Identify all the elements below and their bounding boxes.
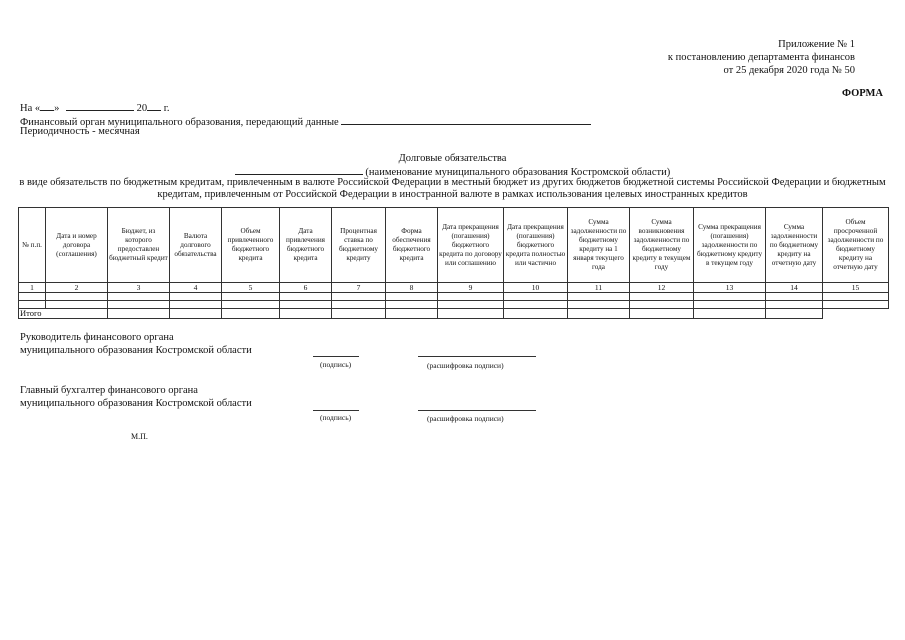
table-cell[interactable] [332, 301, 386, 309]
periodicity: Периодичность - месячная [20, 126, 140, 137]
head-title-line-1: Руководитель финансового органа [20, 332, 174, 343]
table-header-row [19, 208, 889, 283]
head-decode-field[interactable] [418, 355, 536, 357]
column-header: № п.п. [19, 208, 46, 283]
table-cell[interactable] [766, 309, 823, 319]
column-number: 14 [766, 283, 823, 293]
column-number: 3 [108, 283, 170, 293]
table-cell[interactable] [504, 309, 568, 319]
date-prefix: На « [20, 103, 41, 114]
column-header: Объем привлеченного бюджетного кредита [222, 208, 280, 283]
table-cell[interactable] [170, 301, 222, 309]
table-cell[interactable] [630, 309, 694, 319]
table-cell[interactable] [504, 293, 568, 301]
table-cell[interactable] [386, 309, 438, 319]
column-number: 2 [46, 283, 108, 293]
column-number: 13 [694, 283, 766, 293]
year-suffix: г. [163, 103, 170, 114]
table-cell[interactable] [386, 293, 438, 301]
column-header: Форма обеспечения бюджетного кредита [386, 208, 438, 283]
table-cell[interactable] [222, 293, 280, 301]
table-cell[interactable] [823, 301, 889, 309]
table-cell[interactable] [504, 301, 568, 309]
table-cell[interactable] [823, 293, 889, 301]
column-header: Валюта долгового обязательства [170, 208, 222, 283]
municipality-caption: (наименование муниципального образования Костромской области) [365, 167, 671, 178]
column-number: 6 [280, 283, 332, 293]
column-header: Сумма прекращения (погашения) задолженности по бюджетному кредиту в текущем году [694, 208, 766, 283]
appendix-line-1: Приложение № 1 [778, 39, 855, 50]
column-number: 4 [170, 283, 222, 293]
column-header: Дата привлечения бюджетного кредита [280, 208, 332, 283]
table-cell[interactable] [108, 293, 170, 301]
appendix-block [668, 38, 855, 77]
column-header: Сумма задолженности по бюджетному кредиту на 1 января текущего года [568, 208, 630, 283]
table-cell[interactable] [108, 309, 170, 319]
column-header: Сумма задолженности по бюджетному кредиту на отчетную дату [766, 208, 823, 283]
column-header: Бюджет, из которого предоставлен бюджетный кредит [108, 208, 170, 283]
column-header: Процентная ставка по бюджетному кредиту [332, 208, 386, 283]
table-row [19, 293, 889, 301]
column-number: 7 [332, 283, 386, 293]
head-signature-title [20, 331, 252, 357]
accountant-sign-caption: (подпись) [320, 413, 352, 422]
appendix-line-3: от 25 декабря 2020 года № 50 [723, 65, 855, 76]
table-cell[interactable] [280, 293, 332, 301]
table-cell[interactable] [46, 293, 108, 301]
column-number: 15 [823, 283, 889, 293]
table-cell[interactable] [568, 309, 630, 319]
date-quote-close: » [54, 103, 60, 114]
column-number: 1 [19, 283, 46, 293]
table-cell[interactable] [766, 301, 823, 309]
column-number: 5 [222, 283, 280, 293]
head-decode-caption: (расшифровка подписи) [427, 361, 504, 370]
date-line [20, 100, 170, 114]
column-number: 9 [438, 283, 504, 293]
column-header: Дата и номер договора (соглашения) [46, 208, 108, 283]
column-number: 12 [630, 283, 694, 293]
table-cell[interactable] [386, 301, 438, 309]
table-cell[interactable] [438, 293, 504, 301]
column-header: Сумма возникновения задолженности по бюджетному кредиту в текущем году [630, 208, 694, 283]
accountant-signature-field[interactable] [313, 409, 359, 411]
day-field[interactable] [40, 100, 54, 111]
column-header: Дата прекращения (погашения) бюджетного кредита по договору или соглашению [438, 208, 504, 283]
table-cell[interactable] [630, 301, 694, 309]
head-sign-caption: (подпись) [320, 360, 352, 369]
table-cell[interactable] [332, 309, 386, 319]
table-cell[interactable] [46, 301, 108, 309]
column-number-row [19, 283, 889, 293]
debt-table [18, 207, 889, 319]
column-header: Объем просроченной задолженности по бюджетному кредиту на отчетную дату [823, 208, 889, 283]
table-cell[interactable] [694, 293, 766, 301]
table-cell[interactable] [280, 309, 332, 319]
table-cell[interactable] [766, 293, 823, 301]
table-cell[interactable] [568, 301, 630, 309]
table-cell[interactable] [438, 301, 504, 309]
table-cell[interactable] [438, 309, 504, 319]
column-number: 8 [386, 283, 438, 293]
table-cell[interactable] [280, 301, 332, 309]
municipality-field[interactable] [235, 165, 363, 175]
form-label: ФОРМА [841, 88, 883, 99]
appendix-line-2: к постановлению департамента финансов [667, 52, 855, 63]
fin-organ-field[interactable] [341, 114, 591, 125]
doc-subtitle-1: в виде обязательств по бюджетным кредитам, привлеченным в валюте Российской Федерации в местный бюджет из других бюджетов бюджетной системы Российской Федерации и бюджетным [19, 177, 886, 188]
table-cell[interactable] [222, 309, 280, 319]
head-signature-field[interactable] [313, 355, 359, 357]
table-cell[interactable] [332, 293, 386, 301]
table-cell[interactable] [108, 301, 170, 309]
stamp-place: М.П. [131, 432, 148, 441]
column-number: 10 [504, 283, 568, 293]
year-prefix: 20 [136, 103, 148, 114]
doc-title: Долговые обязательства [398, 153, 507, 164]
column-number: 11 [568, 283, 630, 293]
table-row [19, 301, 889, 309]
column-header: Дата прекращения (погашения) бюджетного кредита полностью или частично [504, 208, 568, 283]
accountant-title-line-2: муниципального образования Костромской области [20, 398, 252, 409]
table-cell[interactable] [694, 309, 766, 319]
table-cell[interactable] [222, 301, 280, 309]
year-field[interactable] [147, 100, 161, 111]
table-cell[interactable] [170, 293, 222, 301]
head-title-line-2: муниципального образования Костромской области [20, 345, 252, 356]
total-label: Итого [19, 309, 108, 319]
table-cell[interactable] [568, 293, 630, 301]
total-row [19, 309, 889, 319]
accountant-decode-field[interactable] [418, 409, 536, 411]
doc-subtitle-2: кредитам, привлеченным от Российской Федерации в иностранной валюте в рамках использования целевых иностранных кредитов [157, 189, 748, 200]
accountant-title-line-1: Главный бухгалтер финансового органа [20, 385, 198, 396]
month-field[interactable] [66, 100, 134, 111]
accountant-signature-title [20, 384, 252, 410]
accountant-decode-caption: (расшифровка подписи) [427, 414, 504, 423]
table-cell[interactable] [630, 293, 694, 301]
table-cell[interactable] [694, 301, 766, 309]
fin-organ-label: Финансовый орган муниципального образования, передающий данные [20, 117, 339, 128]
table-cell[interactable] [170, 309, 222, 319]
table-cell[interactable] [19, 293, 46, 301]
